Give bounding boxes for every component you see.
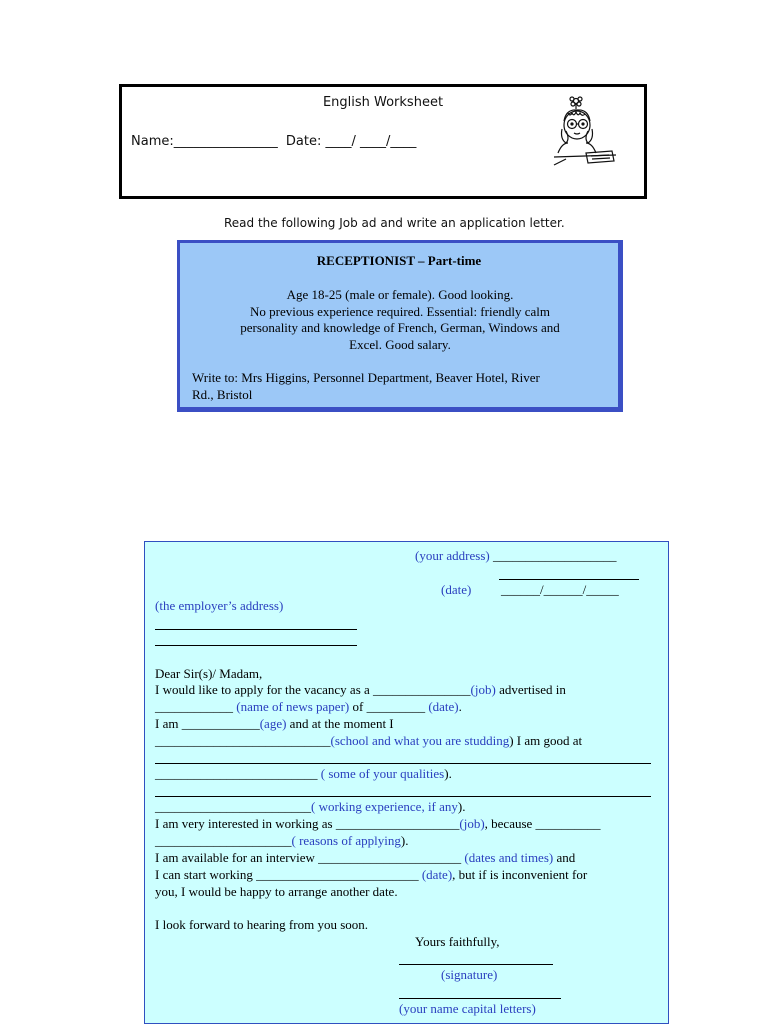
greeting: Dear Sir(s)/ Madam, (155, 666, 263, 681)
job-ad-body (200, 287, 600, 353)
letter-text: ___________________________ (155, 733, 331, 748)
your-address-blank: ___________________ (489, 548, 617, 563)
blank-rule (155, 796, 651, 797)
job-ad-contact-line: Write to: Mrs Higgins, Personnel Department, Beaver Hotel, River (192, 370, 540, 385)
letter-line (155, 682, 566, 698)
letter-text: I would like to apply for the vacancy as a _______________ (155, 682, 471, 697)
job-ad-title: RECEPTIONIST – Part-time (316, 253, 482, 268)
employer-address-hint: (the employer’s address) (155, 598, 284, 613)
letter-text: I am ____________ (155, 716, 260, 731)
student-clipart-icon (552, 95, 618, 169)
letter-text: ____________ (155, 699, 237, 714)
blank-rule (155, 763, 651, 764)
dates-times-hint: (dates and times) (464, 850, 554, 865)
job-ad-box (177, 240, 623, 412)
letter-line: you, I would be happy to arrange another date. (155, 884, 398, 899)
letter-text: ). (457, 799, 466, 814)
letter-line (155, 699, 462, 715)
letter-text: of _________ (349, 699, 429, 714)
address-blank-rule (499, 579, 639, 580)
name-field-label: Name:________________ (131, 134, 278, 149)
job-ad-contact-line: Rd., Bristol (192, 386, 253, 402)
employer-address-rule (155, 645, 357, 646)
newspaper-hint: (name of news paper) (236, 699, 350, 714)
letter-line (155, 867, 587, 883)
job-ad-line: personality and knowledge of French, German, Windows and (240, 320, 560, 335)
job-ad-line: Age 18-25 (male or female). Good looking. (286, 287, 514, 302)
start-date-hint: (date) (421, 867, 453, 882)
job-ad-contact (192, 370, 612, 403)
letter-text: _____________________ (155, 833, 292, 848)
name-date-line (131, 134, 416, 149)
qualities-hint: ( some of your qualities (320, 766, 445, 781)
worksheet-title: English Worksheet (322, 95, 444, 110)
letter-line (155, 766, 452, 782)
signature-rule (399, 964, 553, 965)
letter-text: advertised in (495, 682, 566, 697)
letter-text: I can start working _________________________ (155, 867, 422, 882)
letter-text: . (458, 699, 462, 714)
job-ad-line: Excel. Good salary. (349, 336, 451, 352)
age-hint: (age) (259, 716, 287, 731)
letter-line (155, 799, 466, 815)
letter-text: , but if is inconvenient for (452, 867, 588, 882)
closing: Yours faithfully, (415, 934, 500, 949)
name-capitals-hint: (your name capital letters) (399, 1001, 536, 1016)
your-address-hint: (your address) (415, 548, 490, 563)
job-ad-line: No previous experience required. Essential: friendly calm (250, 303, 550, 319)
instruction-text: Read the following Job ad and write an application letter. (224, 216, 565, 230)
letter-text: ________________________ (155, 799, 311, 814)
reasons-hint: ( reasons of applying (291, 833, 401, 848)
date-hint (441, 582, 471, 598)
date-blank: ______/______/_____ (501, 582, 619, 597)
date-hint-inline: (date) (428, 699, 459, 714)
letter-line (155, 850, 575, 866)
letter-line: I look forward to hearing from you soon. (155, 917, 369, 932)
experience-hint: ( working experience, if any (311, 799, 458, 814)
signature-hint: (signature) (441, 967, 498, 982)
employer-address-rule (155, 629, 357, 630)
letter-template-box (144, 541, 669, 1024)
letter-line (155, 833, 408, 849)
letter-text: ). (444, 766, 452, 781)
job-hint: (job) (470, 682, 496, 697)
letter-text: and (553, 850, 576, 865)
letter-line (155, 733, 582, 749)
letter-line (155, 816, 601, 832)
your-address-line (415, 548, 616, 564)
letter-text: and at the moment I (286, 716, 394, 731)
letter-text: I am very interested in working as ___________________ (155, 816, 460, 831)
letter-text: ) I am good at (509, 733, 583, 748)
letter-text: ). (400, 833, 409, 848)
letter-text: I am available for an interview ______________________ (155, 850, 465, 865)
letter-text: _________________________ (155, 766, 321, 781)
name-rule (399, 998, 561, 999)
letter-line (155, 716, 394, 732)
worksheet-header (119, 84, 647, 199)
letter-text: , because __________ (484, 816, 601, 831)
school-hint: (school and what you are studding (330, 733, 510, 748)
date-field-label: Date: ____/ ____/____ (285, 134, 417, 149)
date-hint-text: (date) (441, 582, 472, 597)
job-hint: (job) (459, 816, 485, 831)
